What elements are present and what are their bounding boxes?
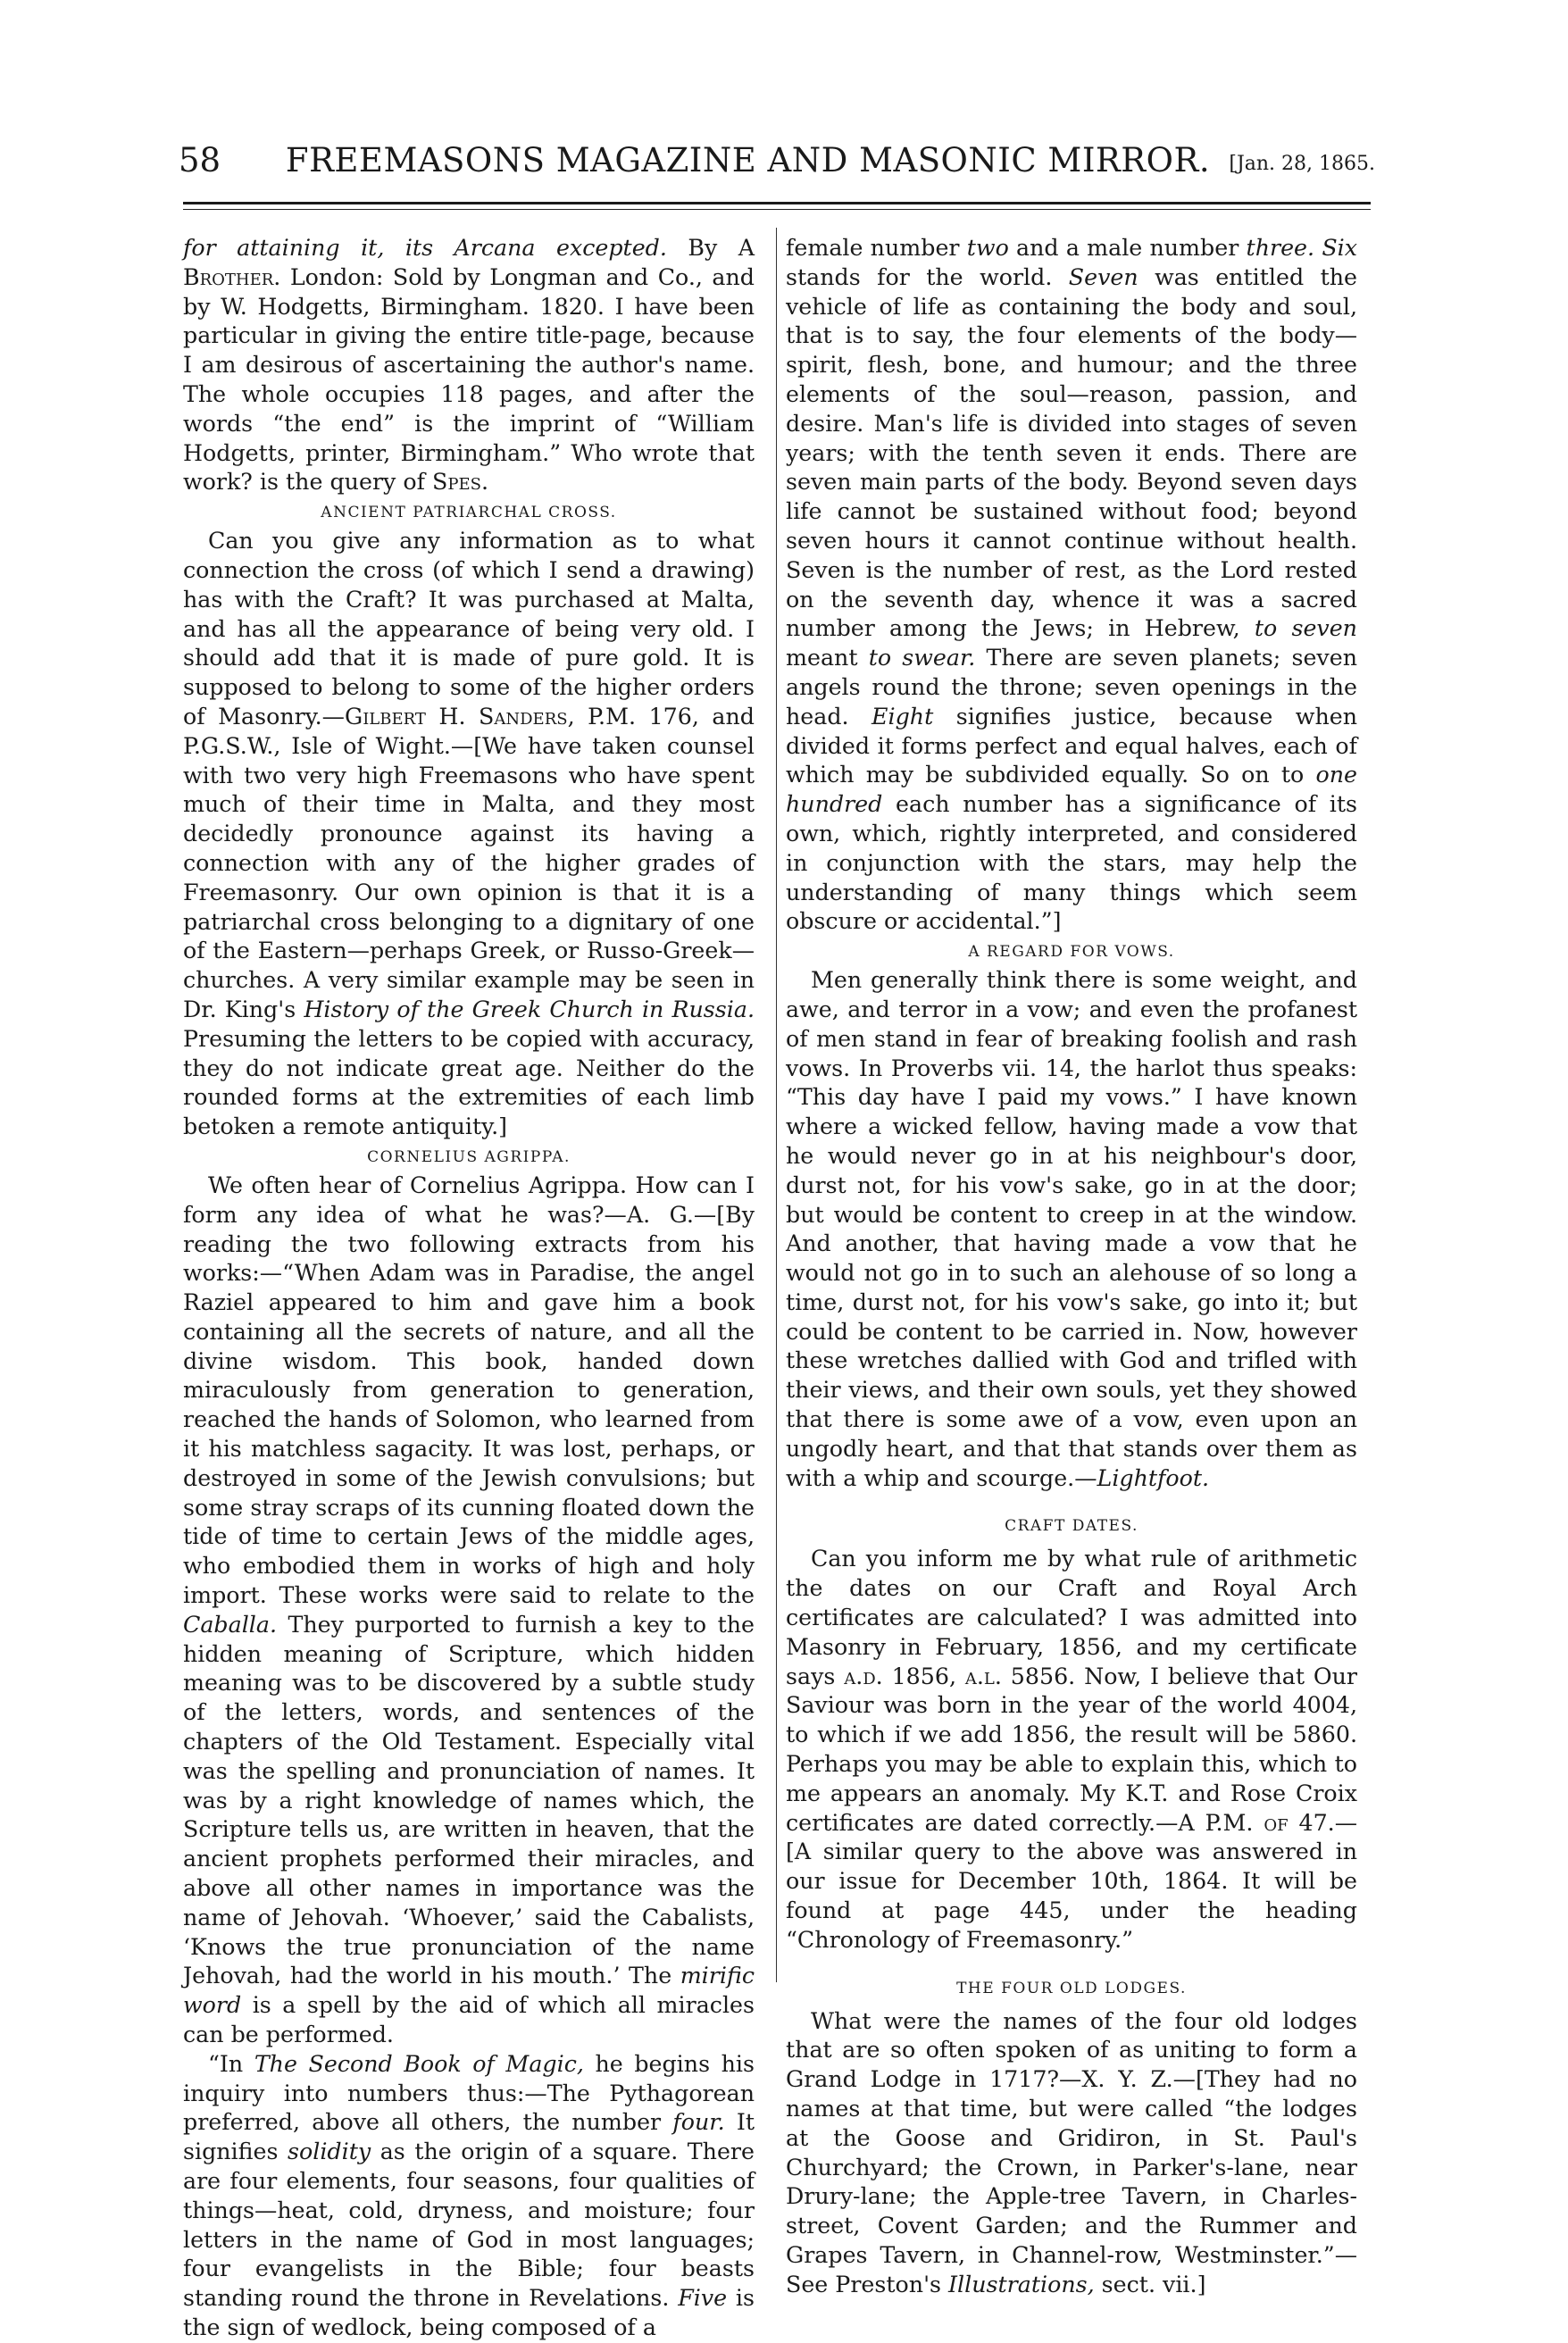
book-title-fragment: for attaining it, its Arcana excepted. — [183, 235, 667, 261]
header-rule-thin — [183, 209, 1371, 210]
italic-term: three. — [1246, 235, 1315, 261]
paragraph-regard-for-vows — [786, 966, 1357, 1493]
text-run: We often hear of Cornelius Agrippa. How can I form any idea of what he was?—A. G.— — [183, 1172, 755, 1228]
cited-title: The Second Book of Magic, — [254, 2050, 584, 2077]
text-run: signifies justice, because when divided it forms perfect and equal halves, each of which may be subdivided equally. So on to — [786, 703, 1357, 788]
text-run: 47.—[A similar query to the above was answered in our issue for December 10th, 1864. It will be found at page 445, under the heading “Chronology of Freemasonry.” — [786, 1809, 1357, 1953]
cited-title: History of the Greek Church in Russia. — [304, 996, 755, 1022]
text-run: Presuming the letters to be copied with accuracy, they do not indicate great age. Neither do the rounded forms at the extremities of each limb betoken a remote antiquity.] — [183, 1025, 755, 1140]
issue-date: [Jan. 28, 1865. — [1229, 153, 1375, 175]
column-divider — [776, 228, 777, 1982]
italic-term: Six — [1322, 235, 1357, 261]
author-name: Brother — [183, 263, 274, 290]
text-run: Men generally think there is some weight, and awe, and terror in a vow; and even the profanest of men stand in fear of breaking foolish and rash vows. In Proverbs vii. 14, the harlot thus speaks: “This day have I paid my vows.” I have known where a wicked fellow, having made a vow that he would never go in at his neighbour's door, durst not, for his vow's sake, go in at the door; but would be content to creep in at the window. And another, that having made a vow that he would not go in to such an alehouse of so long a time, durst not, for his vow's sake, go into it; but could be content to be carried in. Now, however these wretches dallied with God and trifled with their views, and their own souls, yet they showed that there is some awe of a vow, even upon an ungodly heart, and that that stands over them as with a whip and scourge.— — [786, 967, 1357, 1491]
text-run: What were the names of the four old lodges that are so often spoken of as uniting to form a Grand Lodge in 1717?—X. Y. Z.—[They had no names at that time, but were called “the lodges at the Goose and Gridiron, in St. Paul's Churchyard; the Crown, in Parker's-lane, near Drury-lane; the Apple-tree Tavern, in Charles-street, Covent Garden; and the Rummer and Grapes Tavern, in Channel-row, Westminster.”—See Preston's — [786, 2007, 1357, 2297]
text-run: There are seven planets; seven angels round the throne; seven openings in the head. — [786, 645, 1357, 730]
text-run: sect. vii.] — [1094, 2271, 1206, 2297]
text-run: of — [1264, 1809, 1289, 1836]
text-run: as the origin of a square. There are four elements, four seasons, four qualities of things—heat, cold, dryness, and moisture; four letters in the name of God in most languages; four evangelists in the Bible; four beasts standing round the throne in Revelations. — [183, 2139, 755, 2312]
italic-term: Seven — [1068, 263, 1138, 290]
right-column — [786, 234, 1357, 2297]
text-run: 1856, — [882, 1663, 965, 1689]
text-run: . — [480, 469, 488, 496]
paragraph-numbers-continued — [786, 234, 1357, 937]
continued-paragraph — [183, 234, 755, 497]
paragraph-second-book-of-magic — [183, 2050, 755, 2343]
text-run: By A — [666, 235, 755, 261]
italic-term: Eight — [872, 703, 934, 730]
cited-title: Illustrations, — [948, 2271, 1095, 2297]
italic-term: one hundred — [786, 762, 1357, 818]
page-number: 58 — [179, 141, 221, 179]
italic-term: Five — [678, 2285, 728, 2312]
attribution: Lightfoot. — [1097, 1464, 1210, 1491]
text-run: “In — [208, 2050, 254, 2077]
text-run: [By reading the two following extracts from his works:—“When Adam was in Paradise, the angel Raziel appeared to him and gave him a book containing all the secrets of nature, and all the divine wisdom. This book, handed down miraculously from generation to generation, reached the hands of Solomon, who learned from it his matchless sagacity. It was lost, perhaps, or destroyed in some of the Jewish convulsions; but some stray scraps of its cunning floated down the tide of time to certain Jews of the middle ages, who embodied them in works of high and holy import. These works were said to relate to the — [183, 1201, 755, 1609]
text-run: he begins his inquiry into numbers thus:—The Pythagorean preferred, above all others, the number — [183, 2050, 755, 2136]
text-run: . London: Sold by Longman and Co., and by W. Hodgetts, Birmingham. 1820. I have been particular in giving the entire title-page, because I am desirous of ascertaining the author's name. The whole occupies 118 pages, and after the words “the end” is the imprint of “William Hodgetts, printer, Birmingham.” Who wrote that work? is the query of — [183, 263, 755, 496]
text-run: is a spell by the aid of which all miracles can be performed. — [183, 1992, 755, 2048]
text-run: Can you give any information as to what connection the cross (of which I send a drawing) has with the Craft? It was purchased at Malta, and has all the appearance of being very old. I should add that it is made of pure gold. It is supposed to belong to some of the higher orders of Masonry.— — [183, 528, 755, 730]
text-run: and a male number — [1008, 235, 1247, 261]
paragraph-four-old-lodges — [786, 2007, 1357, 2300]
text-run: They purported to furnish a key to the hidden meaning of Scripture, which hidden meaning was to be discovered by a subtle study of the letters, words, and sentences of the chapters of the Old Testament. Especially vital was the spelling and pronunciation of names. It was by a right knowledge of names which, the Scripture tells us, are written in heaven, that the ancient prophets performed their miracles, and above all other names in importance was the name of Jehovah. ‘Whoever,’ said the Cabalists, ‘Knows the true pronunciation of the name Jehovah, had the world in his mouth.’ The — [183, 1611, 755, 1989]
italic-term: mirific word — [183, 1963, 755, 2019]
era-abbreviation: a.l. — [964, 1663, 1002, 1689]
masthead-title: FREEMASONS MAGAZINE AND MASONIC MIRROR. — [285, 141, 1211, 179]
header-rule-thick — [183, 202, 1371, 204]
section-heading-craft-dates: CRAFT DATES. — [1005, 1517, 1138, 1536]
left-column — [183, 234, 755, 2340]
italic-term: to seven — [1254, 615, 1357, 642]
italic-term: Caballa. — [183, 1611, 278, 1638]
text-run: meant — [786, 645, 869, 671]
text-run: Can you inform me by what rule of arithmetic the dates on our Craft and Royal Arch certificates are calculated? I was admitted into Masonry in February, 1856, and my certificate says — [786, 1546, 1357, 1689]
section-heading-cornelius-agrippa: CORNELIUS AGRIPPA. — [367, 1147, 571, 1166]
paragraph-ancient-cross — [183, 527, 755, 1142]
italic-term: two — [966, 235, 1009, 261]
text-run: female number — [786, 235, 967, 261]
paragraph-cornelius-agrippa — [183, 1172, 755, 2050]
text-run: stands for the world. — [786, 263, 1069, 290]
text-run: 5856. Now, I believe that Our Saviour was born in the year of the world 4004, to which if we add 1856, the result will be 5860. Perhaps you may be able to explain this, which to me appears an anomaly. My K.T. and Rose Croix certificates are dated correctly.—A P.M. — [786, 1663, 1357, 1836]
text-run: is the sign of wedlock, being composed of a — [183, 2285, 755, 2340]
text-run: It signifies — [183, 2109, 755, 2165]
signature: Spes — [432, 469, 481, 496]
era-abbreviation: a.d. — [844, 1663, 883, 1689]
italic-term: four. — [672, 2109, 725, 2136]
text-run: was entitled the vehicle of life as containing the body and soul, that is to say, the four elements of the body—spirit, flesh, bone, and humour; and the three elements of the soul—reason, passion, and desire. Man's life is divided into stages of seven years; with the tenth seven it ends. There are seven main parts of the body. Beyond seven days life cannot be sustained without food; beyond seven hours it cannot continue without health. Seven is the number of rest, as the Lord rested on the seventh day, whence it was a sacred number among the Jews; in Hebrew, — [786, 263, 1357, 642]
text-run: each number has a significance of its own, which, rightly interpreted, and considered in conjunction with the stars, may help the understanding of many things which seem obscure or accidental.”] — [786, 791, 1357, 935]
section-heading-four-old-lodges: THE FOUR OLD LODGES. — [956, 1979, 1187, 1997]
running-header — [179, 134, 1375, 188]
section-heading-regard-for-vows: A REGARD FOR VOWS. — [968, 943, 1175, 962]
italic-term: to swear. — [868, 645, 976, 671]
section-heading-ancient-cross: ANCIENT PATRIARCHAL CROSS. — [321, 504, 617, 522]
italic-term: solidity — [288, 2139, 371, 2165]
signature: Gilbert H. Sanders — [344, 703, 568, 730]
paragraph-craft-dates — [786, 1545, 1357, 1955]
text-run: , P.M. 176, and P.G.S.W., Isle of Wight.—[We have taken counsel with two very high Freemasons who have spent much of their time in Malta, and they most decidedly pronounce against its having a connection with any of the higher grades of Freemasonry. Our own opinion is that it is a patriarchal cross belonging to a dignitary of one of the Eastern—perhaps Greek, or Russo-Greek—churches. A very similar example may be seen in Dr. King's — [183, 703, 755, 1022]
